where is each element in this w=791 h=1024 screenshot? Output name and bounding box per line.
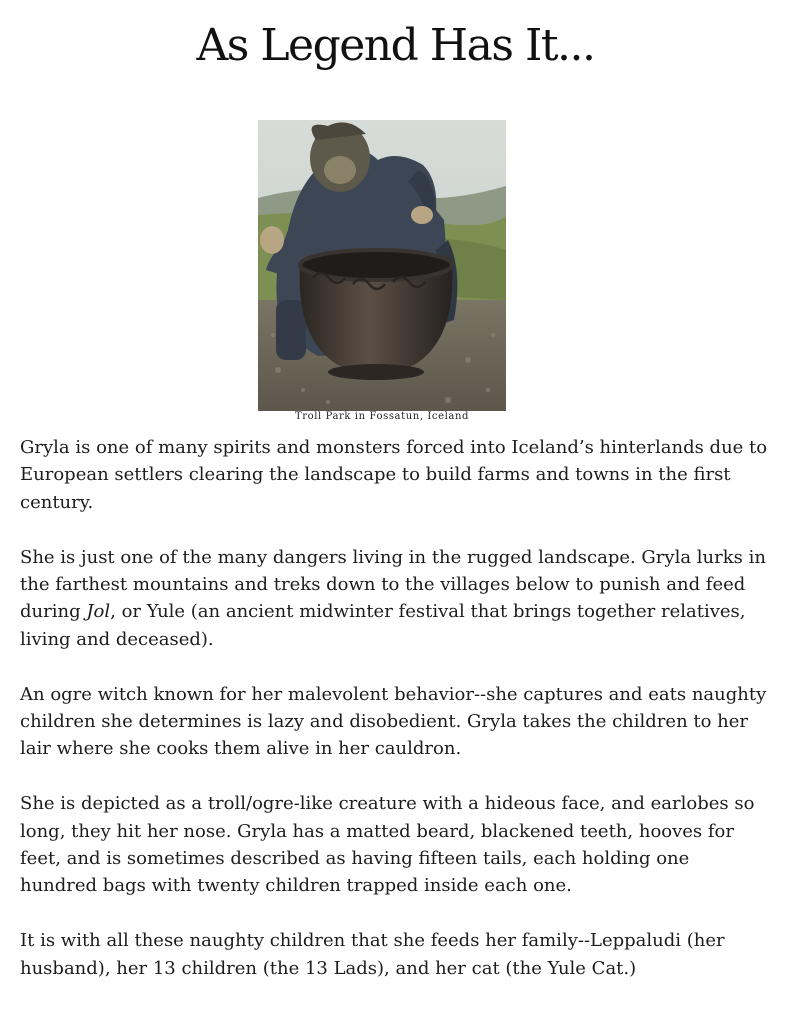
paragraph-origins: Gryla is one of many spirits and monsters forced into Iceland’s hinterlands due to European settlers clearing the landscape to build farms and towns in the first century. [20, 437, 768, 513]
paragraph-dangers-text-a: She is just one of the many dangers living in the rugged landscape. Gryla lurks in the farthest mountains and treks down to the villages below to punish and feed during [20, 546, 766, 623]
paragraph-ogre-witch: An ogre witch known for her malevolent behavior--she captures and eats naughty children she determines is lazy and disobedient. Gryla takes the children to her lair where she cooks them alive in her cauldron. [20, 683, 767, 760]
page-title: As Legend Has It... [196, 20, 595, 71]
photo-caption: Troll Park in Fossatun, Iceland [294, 411, 470, 422]
article-body [20, 434, 772, 982]
troll-statue-with-cauldron-icon [258, 120, 506, 411]
jol-term: Jol [86, 601, 111, 623]
paragraph-dangers-text-b: , or Yule (an ancient midwinter festival that brings together relatives, living and deceased). [20, 601, 746, 650]
paragraph-dangers [20, 544, 772, 654]
paragraph-description: She is depicted as a troll/ogre-like creature with a hideous face, and earlobes so long, they hit her nose. Gryla has a matted beard, blackened teeth, hooves for feet, and is sometimes described as having fifteen tails, each holding one hundred bags with twenty children trapped inside each one. [20, 793, 755, 897]
paragraph-family: It is with all these naughty children that she feeds her family--Leppaludi (her husband), her 13 children (the 13 Lads), and her cat (the Yule Cat.) [20, 930, 725, 979]
troll-statue-photo [258, 120, 506, 411]
